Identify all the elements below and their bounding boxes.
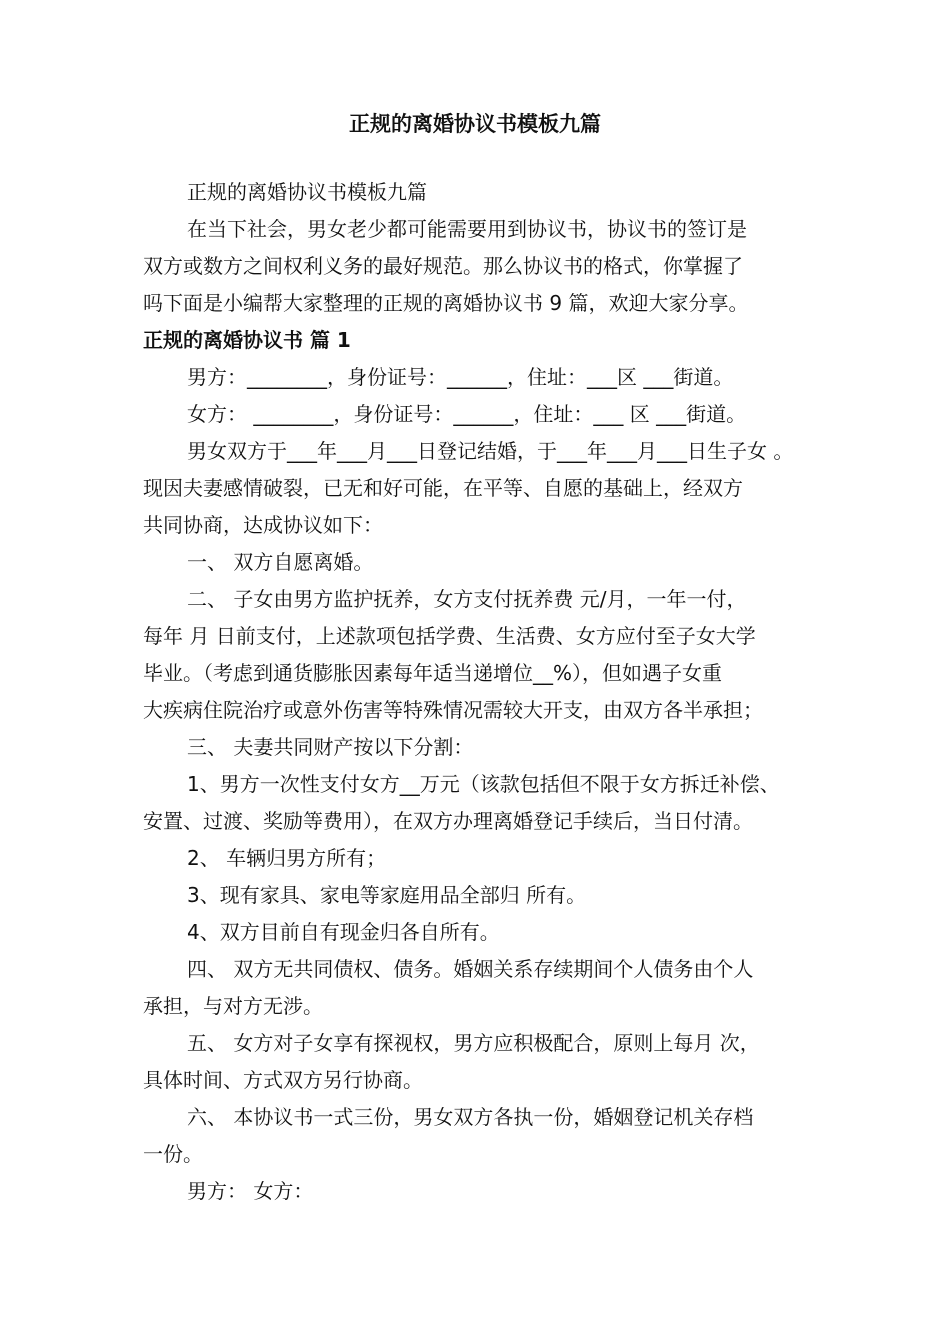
paragraph-line: 三、 夫妻共同财产按以下分割： (187, 735, 474, 759)
paragraph-line: 在当下社会，男女老少都可能需要用到协议书，协议书的签订是 (187, 217, 747, 241)
paragraph-line: 女方： ________，身份证号：______，住址：___ 区 ___街道。 (187, 402, 747, 426)
paragraph-line: 双方或数方之间权利义务的最好规范。那么协议书的格式，你掌握了 (143, 254, 743, 278)
section-heading: 正规的离婚协议书 篇 1 (143, 328, 351, 352)
paragraph-line: 4、双方目前自有现金归各自所有。 (187, 920, 500, 944)
paragraph-line: 3、现有家具、家电等家庭用品全部归 所有。 (187, 883, 587, 907)
paragraph-line: 二、 子女由男方监护抚养，女方支付抚养费 元/月，一年一付， (187, 587, 747, 611)
paragraph-line: 安置、过渡、奖励等费用），在双方办理离婚登记手续后，当日付清。 (143, 809, 753, 833)
paragraph-line: 吗下面是小编帮大家整理的正规的离婚协议书 9 篇，欢迎大家分享。 (143, 291, 749, 315)
paragraph-line: 毕业。（考虑到通货膨胀因素每年适当递增位__%），但如遇子女重 (143, 661, 723, 685)
paragraph-line: 1、男方一次性支付女方__万元（该款包括但不限于女方拆迁补偿、 (187, 772, 780, 796)
paragraph-line: 2、 车辆归男方所有； (187, 846, 387, 870)
paragraph-line: 每年 月 日前支付，上述款项包括学费、生活费、女方应付至子女大学 (143, 624, 756, 648)
paragraph-line: 大疾病住院治疗或意外伤害等特殊情况需较大开支，由双方各半承担； (143, 698, 763, 722)
paragraph-line: 共同协商，达成协议如下： (143, 513, 383, 537)
paragraph-line: 男方：________，身份证号：______，住址：___区 ___街道。 (187, 365, 734, 389)
paragraph-line: 现因夫妻感情破裂，已无和好可能，在平等、自愿的基础上，经双方 (143, 476, 743, 500)
paragraph-line: 承担，与对方无涉。 (143, 994, 323, 1018)
document-title: 正规的离婚协议书模板九篇 (349, 112, 601, 136)
paragraph-line: 一份。 (143, 1142, 203, 1166)
paragraph-line: 正规的离婚协议书模板九篇 (187, 180, 427, 204)
paragraph-line: 一、 双方自愿离婚。 (187, 550, 374, 574)
paragraph-line: 六、 本协议书一式三份，男女双方各执一份，婚姻登记机关存档 (187, 1105, 754, 1129)
document-body (143, 174, 823, 1210)
paragraph-line: 五、 女方对子女享有探视权，男方应积极配合，原则上每月 次， (187, 1031, 760, 1055)
paragraph-line: 四、 双方无共同债权、债务。婚姻关系存续期间个人债务由个人 (187, 957, 754, 981)
paragraph-line: 具体时间、方式双方另行协商。 (143, 1068, 423, 1092)
paragraph-line: 男女双方于___年___月___日登记结婚，于___年___月___日生子女 。 (187, 439, 794, 463)
signature-line: 男方： 女方： (187, 1179, 314, 1203)
